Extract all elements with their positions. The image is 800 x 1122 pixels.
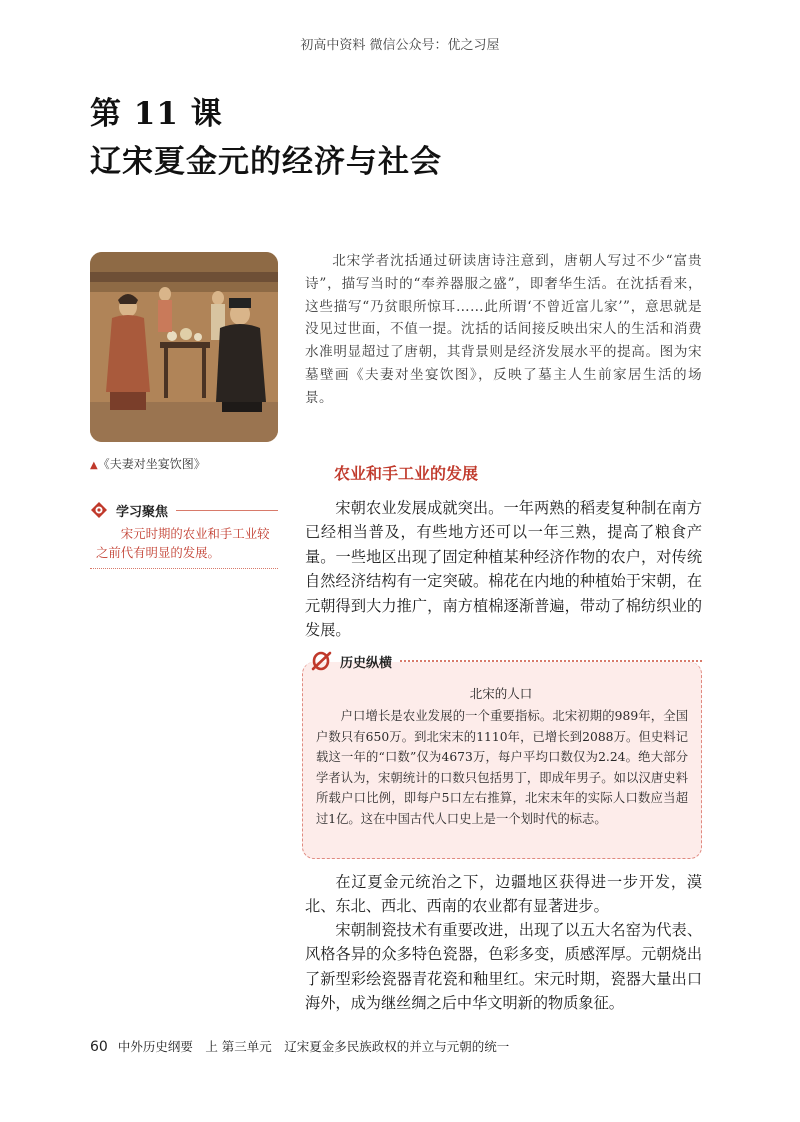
intro-paragraph: 北宋学者沈括通过研读唐诗注意到，唐朝人写过不少“富贵诗”，描写当时的“奉养器服之盛”，即奢华生活。在沈括看来，这些描写“乃贫眼所惊耳……此所谓‘不曾近富儿家’”，意思就是没见过世面，不值一提。沈括的话间接反映出宋人的生活和消费水准明显超过了唐朝，其背景则是经济发展水平的提高。图为宋墓壁画《夫妻对坐宴饮图》，反映了墓主人生前家居生活的场景。 — [305, 253, 702, 406]
history-sidebox-label: 历史纵横 — [340, 655, 393, 671]
learning-focus-text: 宋元时期的农业和手工业较之前代有明显的发展。 — [90, 524, 278, 569]
page-footer — [90, 1037, 509, 1055]
focus-target-icon — [90, 501, 108, 519]
caption-marker: ▲ — [90, 460, 98, 471]
header-note: 初高中资料 微信公众号：优之习屋 — [300, 38, 500, 53]
lesson-title: 辽宋夏金元的经济与社会 — [90, 144, 442, 180]
footer-text: 中外历史纲要 上 第三单元 辽宋夏金多民族政权的并立与元朝的统一 — [117, 1039, 510, 1054]
sidebox-dotted-rule — [400, 660, 702, 662]
body-paragraph-1: 宋朝农业发展成就突出。一年两熟的稻麦复种制在南方已经相当普及，有些地方还可以一年三熟，提高了粮食产量。一些地区出现了固定种植某种经济作物的农户，对传统自然经济结构有一定突破。棉花在内地的种植始于宋朝，在元朝得到大力推广，南方植棉逐渐普遍，带动了棉纺织业的发展。 — [305, 499, 702, 640]
caption-text: 《夫妻对坐宴饮图》 — [97, 457, 206, 471]
history-sidebox-header — [310, 650, 702, 672]
lesson-number: 第 11 课 — [90, 96, 223, 132]
body-paragraph-3: 宋朝制瓷技术有重要改进，出现了以五大名窑为代表、风格各异的众多特色瓷器，色彩多变，质感浑厚。元朝烧出了新型彩绘瓷器青花瓷和釉里红。宋元时期，瓷器大量出口海外，成为继丝绸之后中华文明新的物质象征。 — [305, 921, 702, 1013]
mural-painting-illustration — [90, 252, 278, 442]
mural-image — [90, 252, 278, 442]
learning-focus-box — [90, 500, 278, 569]
history-crossed-circle-icon — [310, 650, 332, 672]
learning-focus-title: 学习聚焦 — [116, 504, 169, 520]
learning-focus-header — [90, 500, 278, 520]
figure-caption — [90, 455, 206, 472]
history-sidebox-text: 户口增长是农业发展的一个重要指标。北宋初期的989年，全国户数只有650万。到北宋末的1110年，已增长到2088万。但史料记载这一年的“口数”仅为4673万，每户平均口数仅为2.24。绝大部分学者认为，宋朝统计的口数只包括男丁，即成年男子。如以汉唐史料所载户口比例，即每户5口左右推算，北宋末年的实际人口数应当超过1亿。这在中国古代人口史上是一个划时代的标志。 — [316, 709, 688, 826]
page-number: 60 — [90, 1039, 108, 1055]
section-title: 农业和手工业的发展 — [334, 464, 479, 483]
history-sidebox-title: 北宋的人口 — [469, 686, 533, 701]
focus-divider — [176, 510, 278, 511]
body-paragraph-2: 在辽夏金元统治之下，边疆地区获得进一步开发，漠北、东北、西北、西南的农业都有显著进步。 — [305, 873, 702, 916]
